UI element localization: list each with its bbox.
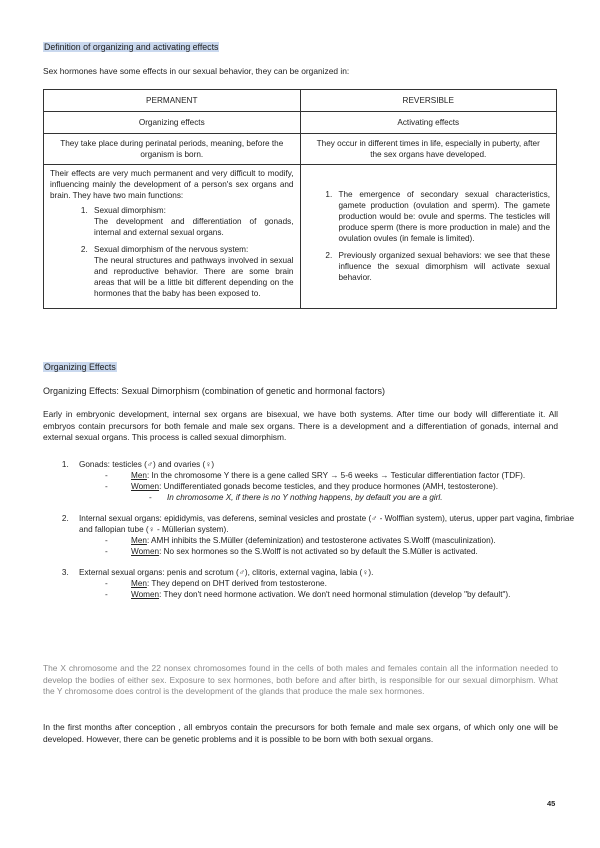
women-note: - Women: No sex hormones so the S.Wolff is not activated so by default the S.Müller is activated. [105, 546, 586, 557]
list-item-internal: 2. Internal sexual organs: epididymis, vas deferens, seminal vesicles and prostate (♂ - Wolffian system), uterus, upper part vagina, fimbriae and fallopian tube (♀ - Müllerian system). - Men: AMH inhibits the S.Müller (defeminization) and testosterone activates S.Wolff (masculinization). - Women: No sex hormones so the S.Wolff is not activated so by default the S.Müller is activated. [71, 513, 586, 557]
permanent-details [44, 165, 301, 309]
header-reversible: REVERSIBLE [300, 90, 557, 112]
paragraph-chromosome: The X chromosome and the 22 nonsex chromosomes found in the cells of both males and females contain all the information needed to develop the bodies of either sex. Exposure to sex hormones, both before and after birth, is responsible for our sexual dimorphism. What the Y chromosome does control is the development of the glands that produce the male sex hormones. [43, 663, 558, 697]
intro-text: Sex hormones have some effects in our sexual behavior, they can be organized in: [43, 66, 350, 76]
men-note: - Men: They depend on DHT derived from testosterone. [105, 578, 586, 589]
subsection-title: Organizing Effects: Sexual Dimorphism (combination of genetic and hormonal factors) [43, 386, 385, 396]
paragraph-conception: In the first months after conception , all embryos contain the precursors for both female and male sex organs, of which only one will be developed. However, there can be genetic problems and it is possible to be born with both sexual organs. [43, 722, 558, 744]
timing-permanent: They take place during perinatal periods, meaning, before the organism is born. [44, 134, 301, 165]
header-permanent: PERMANENT [44, 90, 301, 112]
list-item: 1. The emergence of secondary sexual characteristics, gamete production (ovulation and sperm). The gamete production would be: ovule and sperms. The testicles will produce sperm (there is more production in male) and the ovulation ovules (in female is limited). [335, 189, 551, 244]
section-title: Organizing Effects [44, 362, 116, 372]
list-item-gonads: 1. Gonads: testicles (♂) and ovaries (♀) - Men: In the chromosome Y there is a gene called SRY → 5-6 weeks → Testicular differentiation factor (TDF). - Women: Undifferentiated gonads become testicles, and they produce hormones (AMH, testosterone). - In chromosome X, if there is no Y nothing happens, by default you are a girl. [71, 459, 586, 503]
women-note: - Women: Undifferentiated gonads become testicles, and they produce hormones (AMH, testosterone). - In chromosome X, if there is no Y nothing happens, by default you are a girl. [105, 481, 586, 503]
women-note: - Women: They don't need hormone activation. We don't need hormonal stimulation (develop "by default"). [105, 589, 586, 600]
timing-reversible: They occur in different times in life, especially in puberty, after the sex organs have developed. [300, 134, 557, 165]
x-chromosome-note: - In chromosome X, if there is no Y nothing happens, by default you are a girl. [149, 492, 586, 503]
paragraph-embryonic: Early in embryonic development, internal sex organs are bisexual, we have both systems. After time our body will differentiate it. All embryos contain precursors for both female and male sex organs. There is a development and a differentiation of gonads, internal and external sexual organs. This process is called sexual dimorphism. [43, 409, 558, 443]
heading-definition: Definition of organizing and activating effects [44, 42, 219, 52]
effects-table [43, 89, 557, 309]
men-note: - Men: In the chromosome Y there is a gene called SRY → 5-6 weeks → Testicular differentiation factor (TDF). [105, 470, 586, 481]
organs-list [43, 459, 586, 610]
permanent-text: Their effects are very much permanent and very difficult to modify, influencing mainly the development of a person's sex organs and brain. They have two main functions: [50, 169, 294, 200]
list-item-external: 3. External sexual organs: penis and scrotum (♂), clitoris, external vagina, labia (♀). - Men: They depend on DHT derived from testosterone. - Women: They don't need hormone activation. We don't need hormonal stimulation (develop "by default"). [71, 567, 586, 600]
list-item: 2. Sexual dimorphism of the nervous system: The neural structures and pathways involved in sexual and reproductive behavior. There are some brain areas that will be a little bit different depending on the hormones that the baby has been exposed to. [90, 244, 294, 299]
reversible-details [300, 165, 557, 309]
sub-activating: Activating effects [300, 112, 557, 134]
list-item: 2. Previously organized sexual behaviors: we see that these influence the sexual dimorphism will activate sexual behavior. [335, 250, 551, 283]
sub-organizing: Organizing effects [44, 112, 301, 134]
page-number: 45 [547, 799, 556, 808]
list-item: 1. Sexual dimorphism: The development and differentiation of gonads, internal and external sexual organs. [90, 205, 294, 238]
permanent-list [50, 205, 294, 299]
reversible-list [307, 189, 551, 283]
men-note: - Men: AMH inhibits the S.Müller (defeminization) and testosterone activates S.Wolff (masculinization). [105, 535, 586, 546]
